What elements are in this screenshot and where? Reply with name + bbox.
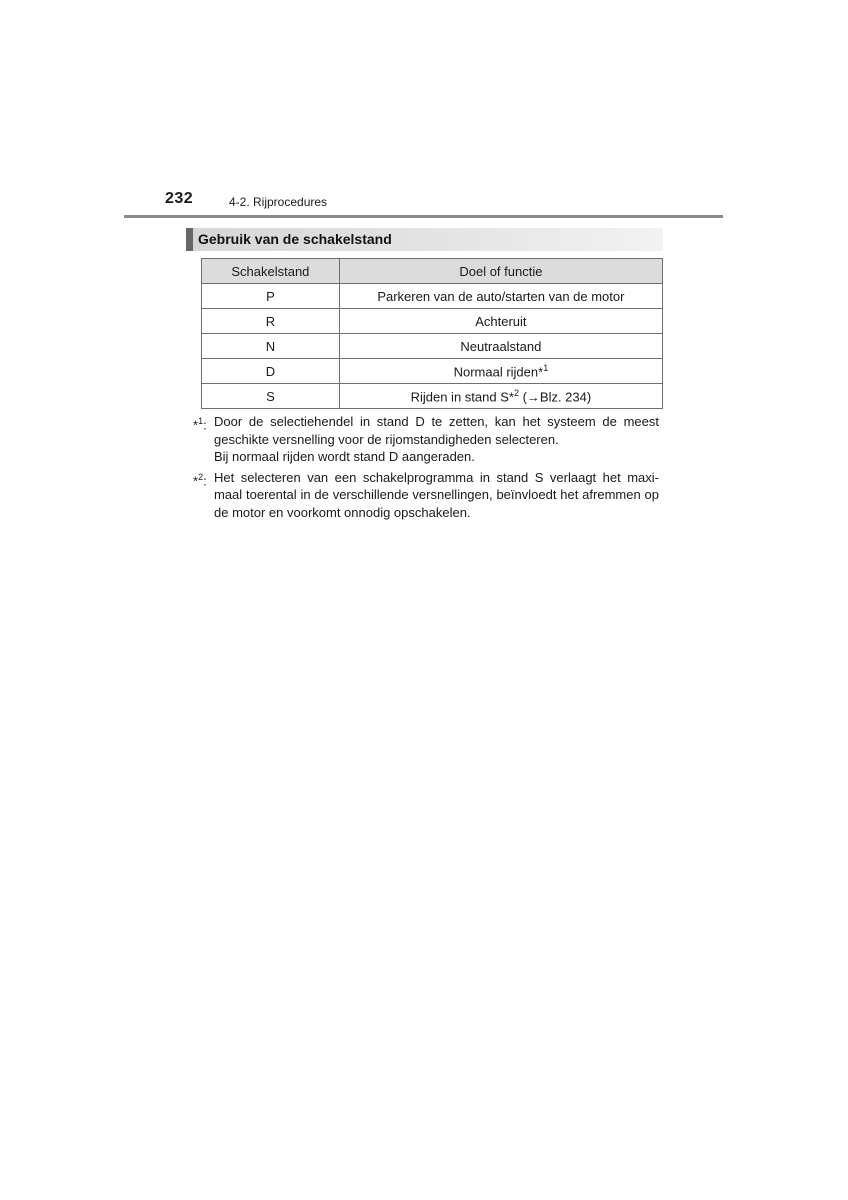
chapter-title: 4-2. Rijprocedures bbox=[229, 195, 328, 209]
function-text: Parkeren van de auto/starten van de motor bbox=[377, 288, 625, 304]
footnote-text: Bij normaal rijden wordt stand D aangeraden. bbox=[214, 449, 475, 464]
footnote-number: 2 bbox=[198, 471, 204, 482]
mode-cell: D bbox=[202, 359, 340, 384]
header-divider bbox=[124, 215, 723, 218]
section-title: Gebruik van de schakelstand bbox=[198, 231, 392, 247]
table-row bbox=[202, 309, 663, 334]
function-cell bbox=[339, 359, 662, 384]
function-text: Normaal rijden bbox=[453, 364, 539, 380]
section-accent bbox=[186, 228, 193, 251]
mode-cell: N bbox=[202, 334, 340, 359]
footnote-ref: 1 bbox=[543, 362, 549, 373]
section-heading-bar bbox=[186, 228, 663, 251]
function-text: Neutraalstand bbox=[460, 338, 542, 354]
footnote-asterisk: * bbox=[508, 389, 514, 405]
footnotes bbox=[193, 413, 659, 524]
footnote-text: Het selecteren van een schakelprogramma in stand S verlaagt het maxi- maal toerental in de verschillende versnellingen, beïnvloedt het afremmen op de motor en voorkomt onnodig opschakelen. bbox=[214, 469, 659, 520]
footnote-marker: *$^2$: bbox=[193, 471, 207, 488]
column-header-function: Doel of functie bbox=[339, 259, 662, 284]
page-reference: (→Blz. 234) bbox=[518, 389, 592, 405]
function-cell bbox=[339, 309, 662, 334]
footnote-marker: *$^1$: bbox=[193, 416, 207, 433]
footnote-text: Door de selectiehendel in stand D te zetten, kan het systeem de meest geschikte versnelling voor de rijomstandigheden selecteren. bbox=[214, 414, 659, 447]
page-number: 232 bbox=[165, 190, 194, 207]
column-header-mode: Schakelstand bbox=[202, 259, 340, 284]
table-row bbox=[202, 384, 663, 409]
mode-cell: S bbox=[202, 384, 340, 409]
function-cell bbox=[339, 284, 662, 309]
table-row bbox=[202, 284, 663, 309]
footnote-1 bbox=[193, 413, 659, 466]
shift-position-table bbox=[201, 258, 663, 409]
table-header-row bbox=[202, 259, 663, 284]
footnote-number: 1 bbox=[198, 416, 204, 426]
function-text: Achteruit bbox=[475, 313, 527, 329]
footnote-ref: 2 bbox=[513, 387, 519, 398]
mode-cell: R bbox=[202, 309, 340, 334]
footnote-2 bbox=[193, 469, 659, 522]
table-row bbox=[202, 359, 663, 384]
table-row bbox=[202, 334, 663, 359]
footnote-asterisk: * bbox=[538, 364, 544, 380]
function-cell bbox=[339, 384, 662, 409]
function-text: Rijden in stand S bbox=[410, 389, 509, 405]
mode-cell: P bbox=[202, 284, 340, 309]
function-cell bbox=[339, 334, 662, 359]
